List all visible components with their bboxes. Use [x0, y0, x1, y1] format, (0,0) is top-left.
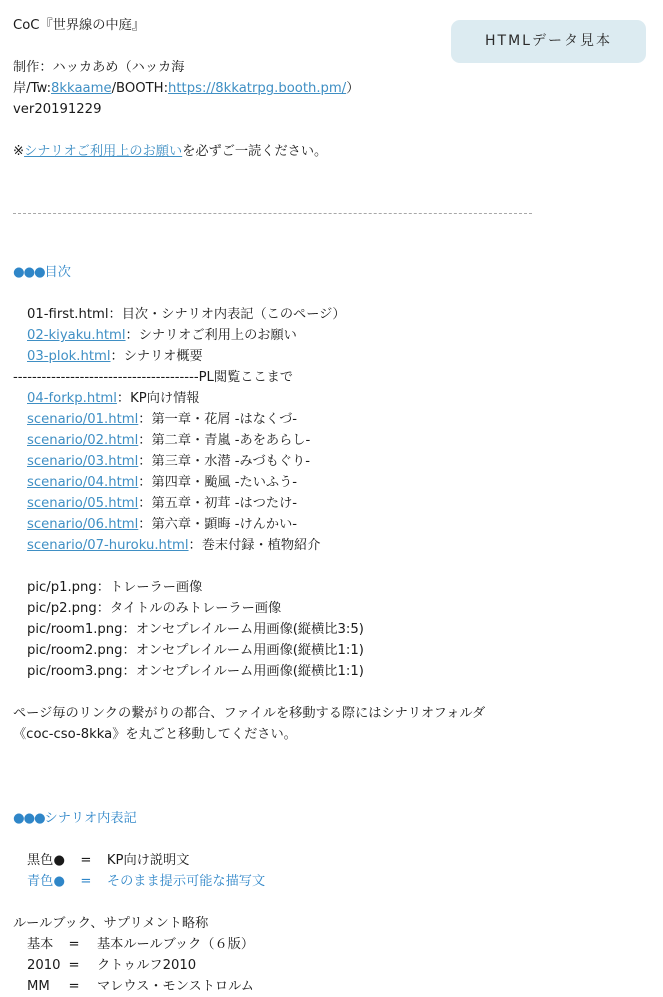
document-title: CoC『世界線の中庭』	[13, 18, 145, 33]
toc-item: 03-plok.html：シナリオ概要	[27, 349, 203, 364]
terms-link[interactable]: シナリオご利用上のお願い	[24, 144, 183, 159]
toc-item: scenario/06.html：第六章・顕晦 -けんかい-	[27, 517, 298, 532]
credit-line-1: 制作：ハッカあめ（ハッカ海	[13, 60, 185, 75]
pic-item: pic/room3.png：オンセプレイルーム用画像(縦横比1:1)	[27, 664, 364, 679]
notation-heading: ●●●シナリオ内表記	[13, 811, 137, 826]
credit-line-2: 岸/Tw:8kkaame/BOOTH:https://8kkatrpg.booth.pm/）	[13, 81, 360, 96]
notation-black: 黒色● = KP向け説明文	[27, 853, 190, 868]
toc-link-scenario-05[interactable]: scenario/05.html	[27, 496, 139, 511]
html-sample-button[interactable]: HTMLデータ見本	[451, 20, 646, 63]
toc-item: scenario/02.html：第二章・青嵐 -あをあらし-	[27, 433, 311, 448]
toc-link-plok[interactable]: 03-plok.html	[27, 349, 111, 364]
document-body	[13, 15, 653, 997]
pic-item: pic/p2.png：タイトルのみトレーラー画像	[27, 601, 282, 616]
toc-link-huroku[interactable]: scenario/07-huroku.html	[27, 538, 189, 553]
move-note-line-2: 《coc-cso-8kka》を丸ごと移動してください。	[13, 727, 297, 742]
toc-link-scenario-06[interactable]: scenario/06.html	[27, 517, 139, 532]
toc-link-scenario-03[interactable]: scenario/03.html	[27, 454, 139, 469]
toc-item: scenario/03.html：第三章・水潜 -みづもぐり-	[27, 454, 310, 469]
notation-blue: 青色● = そのまま提示可能な描写文	[27, 874, 266, 889]
toc-link-scenario-04[interactable]: scenario/04.html	[27, 475, 139, 490]
rulebook-item: 基本 = 基本ルールブック（６版）	[27, 937, 255, 952]
twitter-link[interactable]: 8kkaame	[51, 81, 112, 96]
pl-divider: ---------------------------------------PL閲覧ここまで	[13, 370, 294, 385]
toc-heading: ●●●目次	[13, 265, 71, 280]
pic-item: pic/room1.png：オンセプレイルーム用画像(縦横比3:5)	[27, 622, 364, 637]
toc-link-forkp[interactable]: 04-forkp.html	[27, 391, 117, 406]
pic-item: pic/p1.png：トレーラー画像	[27, 580, 203, 595]
toc-item-first: 01-first.html：目次・シナリオ内表記（このページ）	[27, 307, 346, 322]
toc-link-kiyaku[interactable]: 02-kiyaku.html	[27, 328, 126, 343]
rulebook-item: MM = マレウス・モンストロルム	[27, 979, 254, 994]
toc-item: 04-forkp.html：KP向け情報	[27, 391, 200, 406]
version: ver20191229	[13, 102, 102, 117]
toc-item: scenario/04.html：第四章・颱風 -たいふう-	[27, 475, 298, 490]
rulebook-title: ルールブック、サプリメント略称	[13, 916, 209, 931]
notice-line: ※シナリオご利用上のお願いを必ずご一読ください。	[13, 144, 328, 159]
toc-item: scenario/07-huroku.html：巻末付録・植物紹介	[27, 538, 321, 553]
toc-item: scenario/05.html：第五章・初茸 -はつたけ-	[27, 496, 298, 511]
booth-link[interactable]: https://8kkatrpg.booth.pm/	[168, 81, 347, 96]
move-note-line-1: ページ毎のリンクの繋がりの都合、ファイルを移動する際にはシナリオフォルダ	[13, 706, 486, 721]
toc-item: scenario/01.html：第一章・花屑 -はなくづ-	[27, 412, 298, 427]
toc-item: 02-kiyaku.html：シナリオご利用上のお願い	[27, 328, 297, 343]
toc-link-scenario-01[interactable]: scenario/01.html	[27, 412, 139, 427]
toc-link-scenario-02[interactable]: scenario/02.html	[27, 433, 139, 448]
pic-item: pic/room2.png：オンセプレイルーム用画像(縦横比1:1)	[27, 643, 364, 658]
rulebook-item: 2010 = クトゥルフ2010	[27, 958, 197, 973]
